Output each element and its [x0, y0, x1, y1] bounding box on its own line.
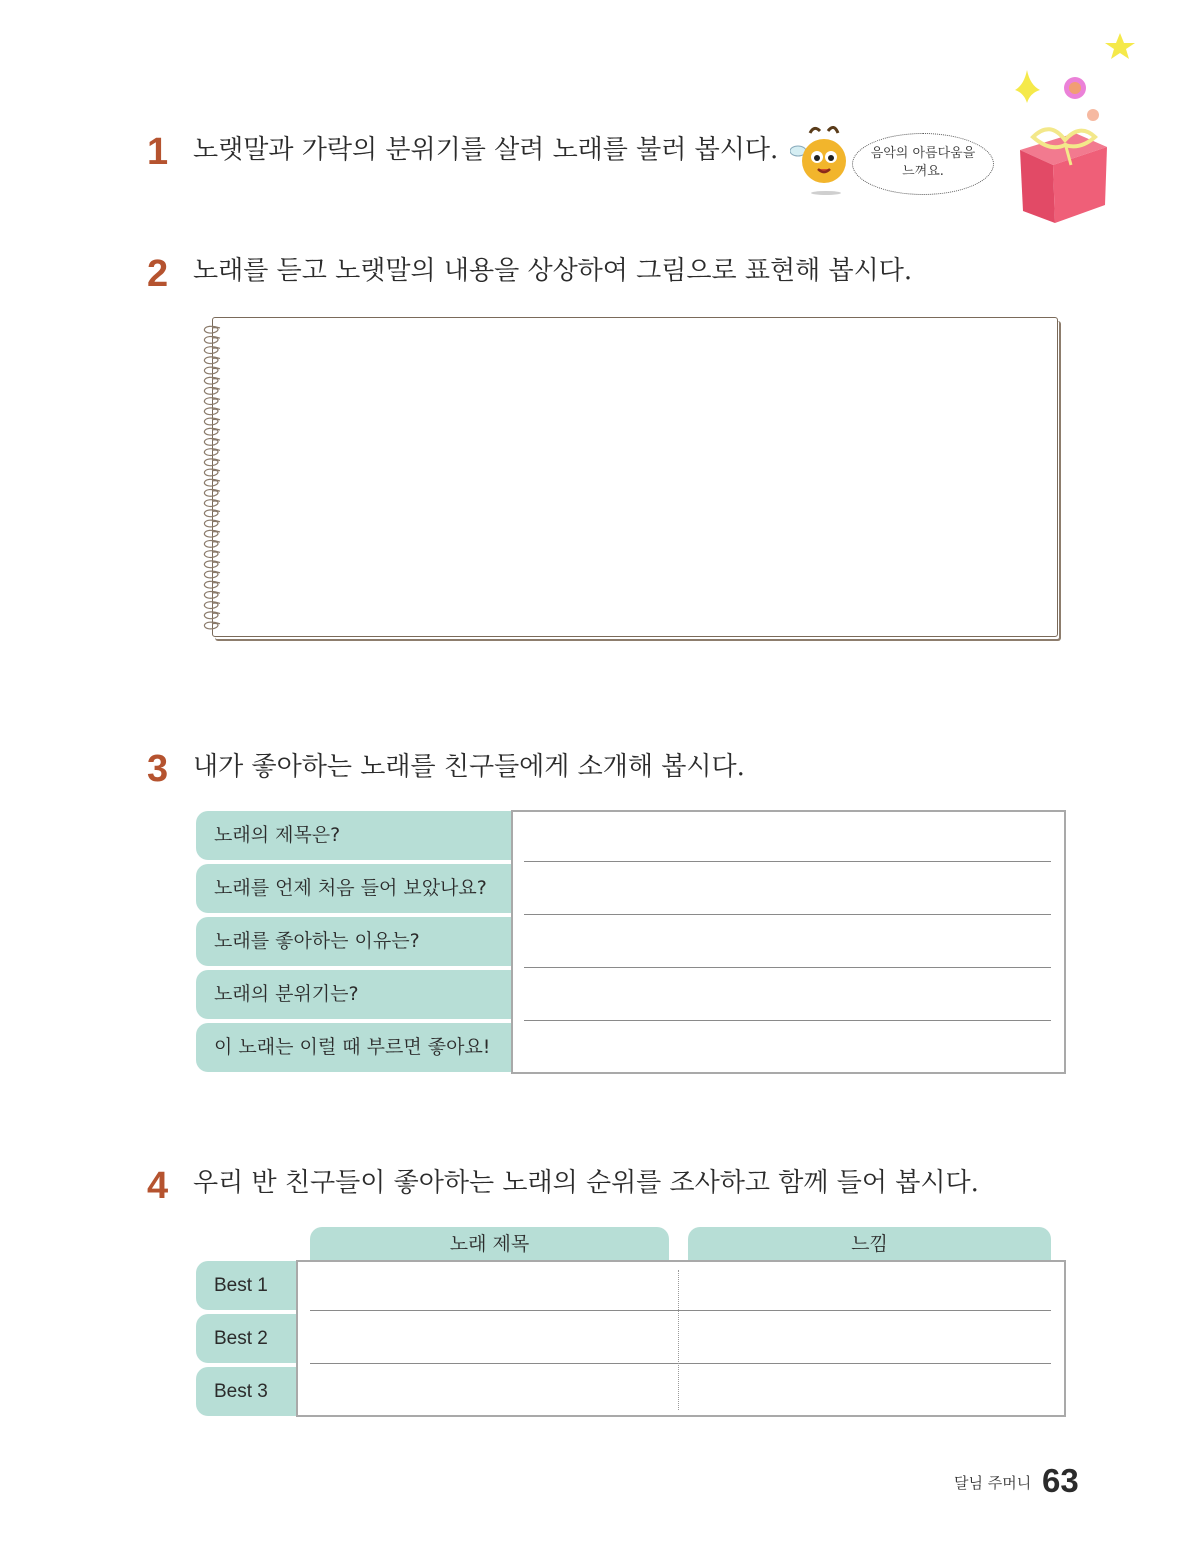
spiral-coil: [204, 428, 220, 435]
ranking-line: [310, 1310, 1051, 1311]
page-number: 63: [1042, 1462, 1079, 1499]
rank-label-2: Best 2: [196, 1314, 302, 1363]
question-text-3: 내가 좋아하는 노래를 친구들에게 소개해 봅시다.: [193, 752, 745, 782]
bee-character-icon: [790, 123, 856, 199]
footer-label: 달님 주머니: [954, 1474, 1032, 1492]
spiral-binding: [198, 322, 228, 632]
answer-line: [524, 861, 1051, 862]
ranking-line: [310, 1363, 1051, 1364]
spiral-coil: [204, 449, 220, 456]
spiral-coil: [204, 571, 220, 578]
spiral-coil: [204, 612, 220, 619]
question-number-4: 4: [147, 1165, 169, 1207]
answer-line: [524, 967, 1051, 968]
spiral-coil: [204, 592, 220, 599]
ranking-table-box[interactable]: [296, 1260, 1066, 1417]
rank-label-1: Best 1: [196, 1261, 302, 1310]
drawing-area[interactable]: [212, 317, 1058, 637]
intro-row-label-when: 이 노래는 이럴 때 부르면 좋아요!: [196, 1023, 516, 1072]
spiral-coil: [204, 561, 220, 568]
spiral-coil: [204, 408, 220, 415]
spiral-coil: [204, 510, 220, 517]
spiral-coil: [204, 469, 220, 476]
spiral-coil: [204, 459, 220, 466]
spiral-coil: [204, 388, 220, 395]
spiral-coil: [204, 398, 220, 405]
gift-box-icon: [1020, 129, 1107, 223]
speech-bubble-line-1: 음악의 아름다움을: [870, 146, 976, 161]
intro-row-label-reason: 노래를 좋아하는 이유는?: [196, 917, 516, 966]
column-header-song-title: 노래 제목: [310, 1227, 669, 1261]
spiral-coil: [204, 337, 220, 344]
question-text-2: 노래를 듣고 노랫말의 내용을 상상하여 그림으로 표현해 봅시다.: [193, 256, 913, 286]
question-text-4: 우리 반 친구들이 좋아하는 노래의 순위를 조사하고 함께 들어 봅시다.: [193, 1168, 979, 1198]
intro-row-label-mood: 노래의 분위기는?: [196, 970, 516, 1019]
sparkle-icon: [1015, 70, 1040, 103]
spiral-coil: [204, 500, 220, 507]
question-number-1: 1: [147, 131, 169, 173]
spiral-coil: [204, 347, 220, 354]
rank-label-3: Best 3: [196, 1367, 302, 1416]
spiral-coil: [204, 439, 220, 446]
intro-row-label-first-heard: 노래를 언제 처음 들어 보았나요?: [196, 864, 516, 913]
answer-line: [524, 1020, 1051, 1021]
question-text-1: 노랫말과 가락의 분위기를 살려 노래를 불러 봅시다.: [193, 135, 779, 165]
spiral-coil: [204, 367, 220, 374]
spiral-coil: [204, 530, 220, 537]
question-number-2: 2: [147, 253, 169, 295]
answer-line: [524, 914, 1051, 915]
spiral-coil: [204, 418, 220, 425]
column-divider: [678, 1270, 679, 1410]
spiral-coil: [204, 622, 220, 629]
gift-decoration: [1005, 25, 1155, 235]
speech-bubble: [852, 133, 994, 195]
spiral-coil: [204, 326, 220, 333]
spiral-coil: [204, 357, 220, 364]
spiral-coil: [204, 377, 220, 384]
spiral-coil: [204, 551, 220, 558]
question-number-3: 3: [147, 748, 169, 790]
spiral-coil: [204, 479, 220, 486]
column-header-feeling: 느낌: [688, 1227, 1051, 1261]
speech-bubble-line-2: 느껴요.: [902, 164, 944, 179]
star-icon: [1105, 33, 1135, 59]
spiral-coil: [204, 602, 220, 609]
intro-answer-box[interactable]: [511, 810, 1066, 1074]
spiral-coil: [204, 581, 220, 588]
spiral-coil: [204, 490, 220, 497]
spiral-coil: [204, 520, 220, 527]
intro-row-label-title: 노래의 제목은?: [196, 811, 516, 860]
spiral-coil: [204, 541, 220, 548]
